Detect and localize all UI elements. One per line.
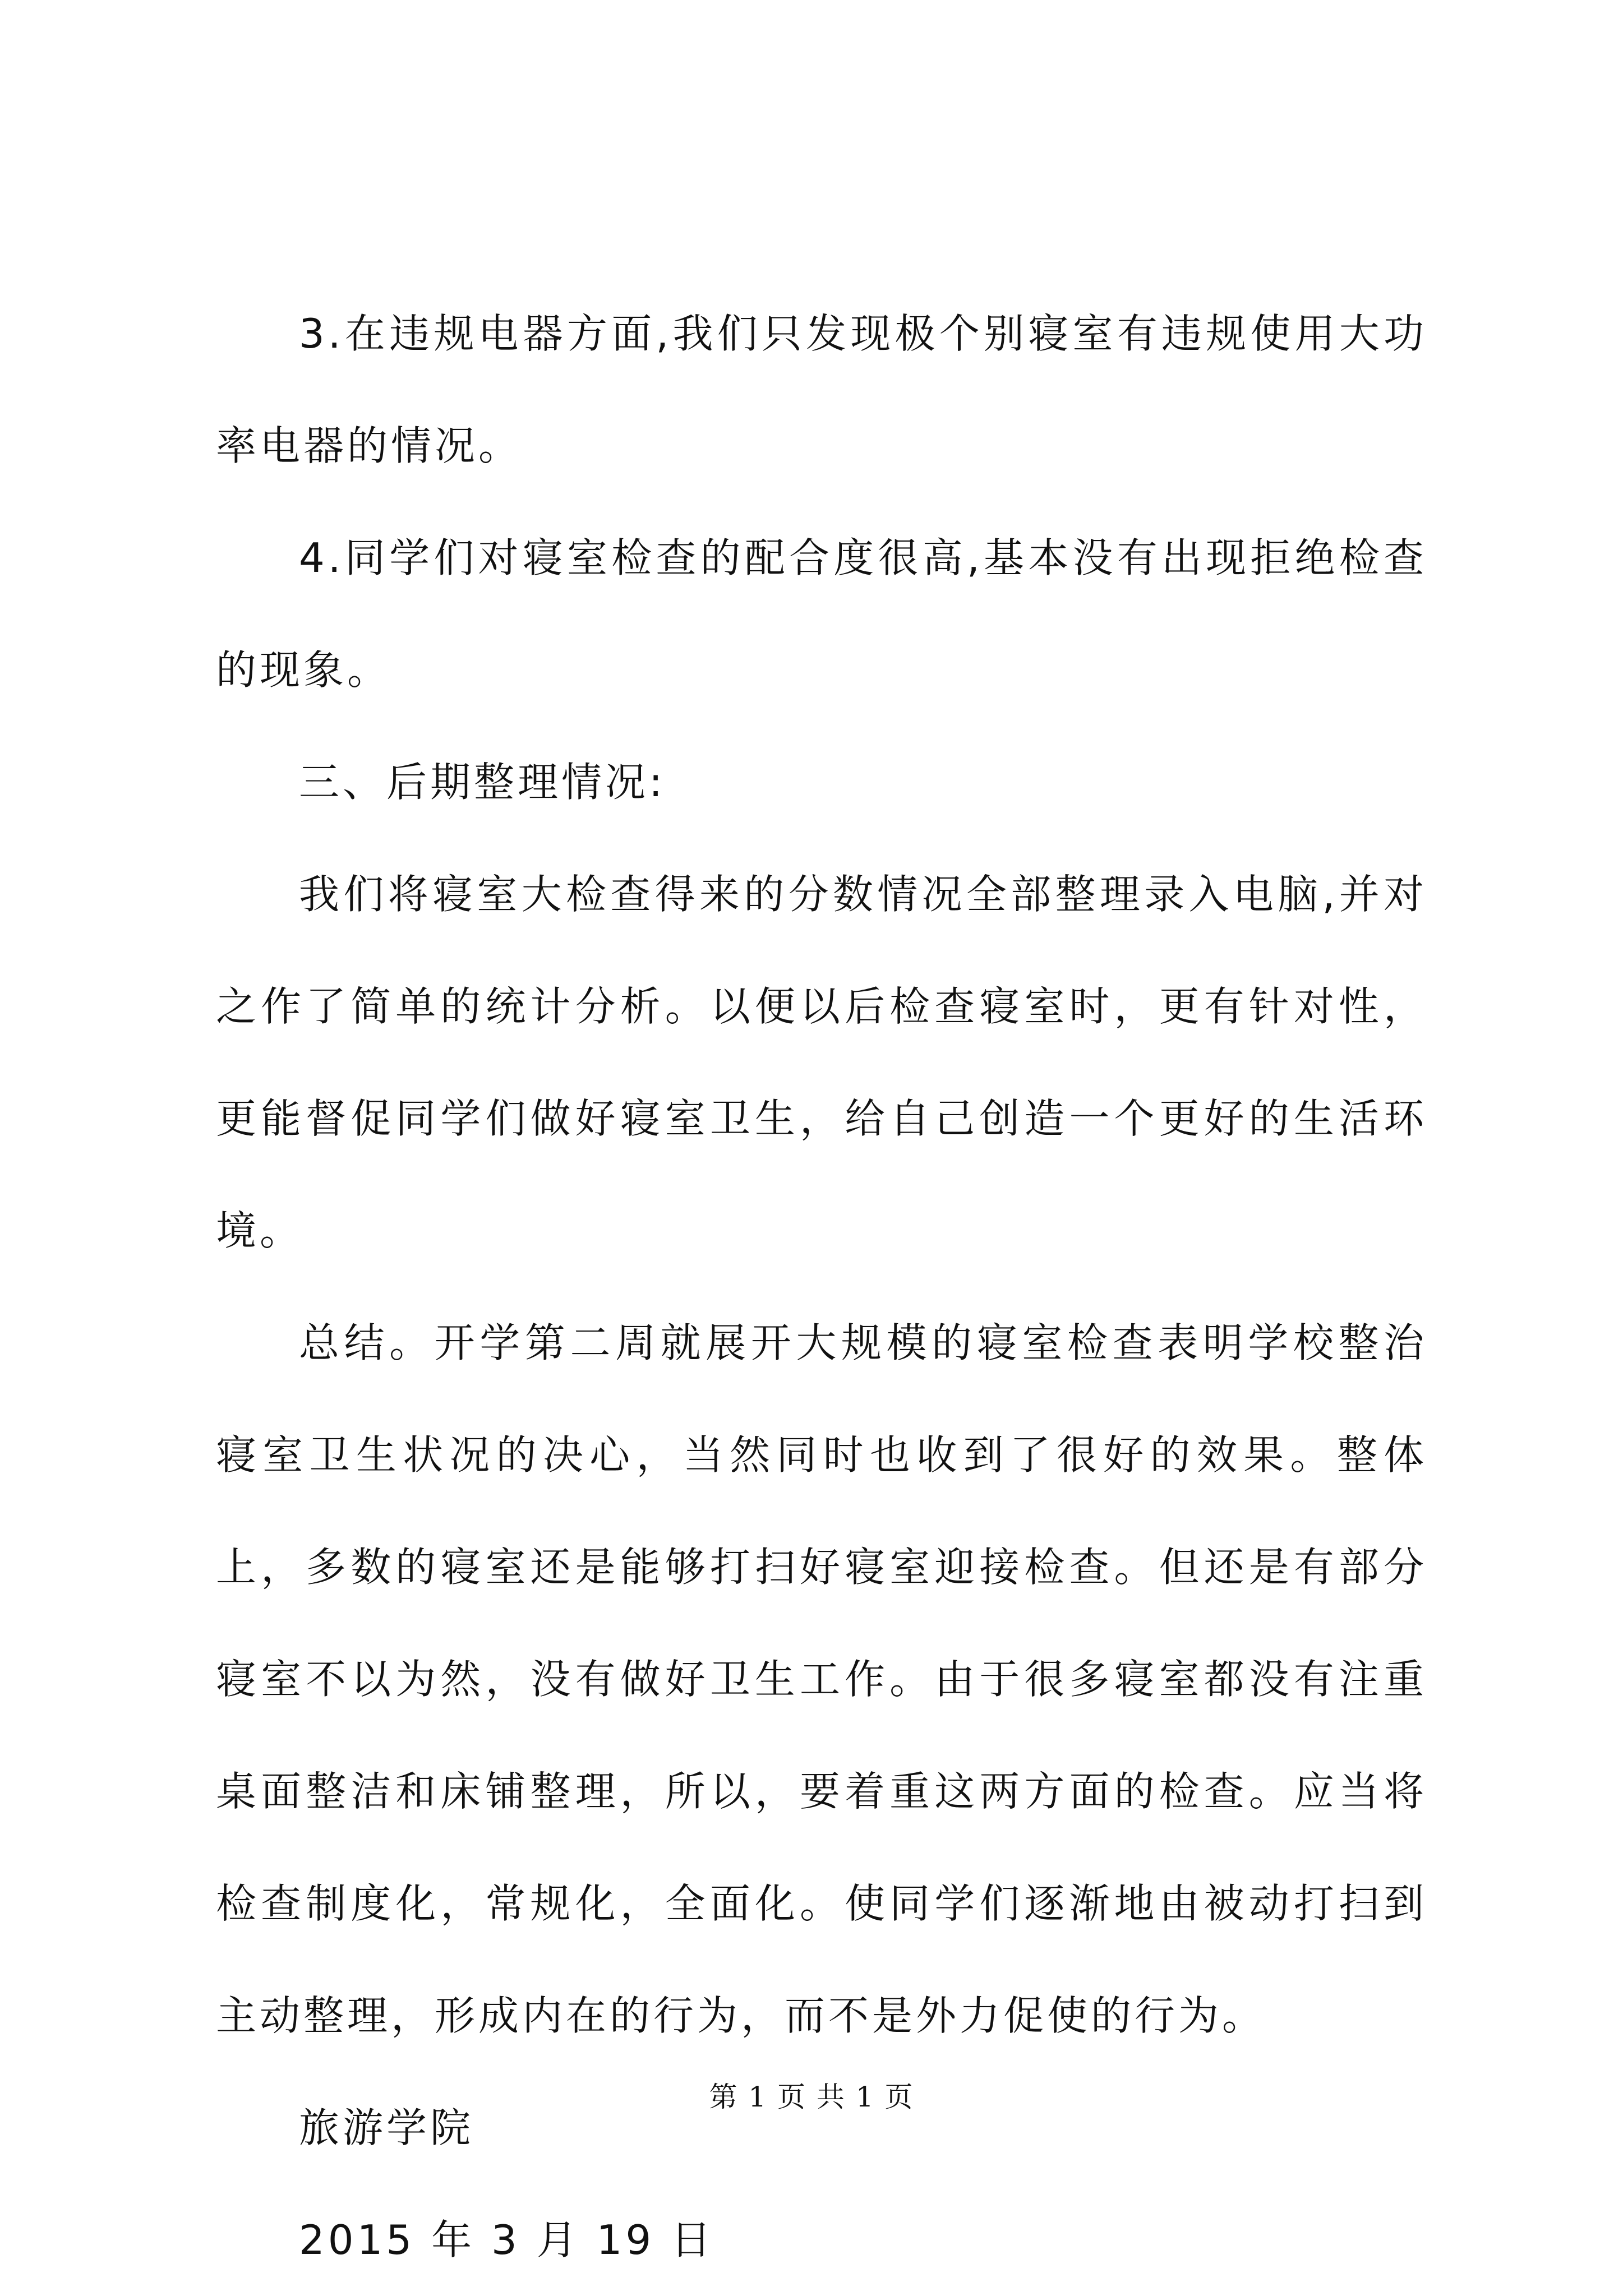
- document-body: [216, 278, 1427, 2296]
- page-number-footer: 第 1 页 共 1 页: [709, 2081, 914, 2113]
- signature-organization: 旅游学院: [299, 2104, 474, 2151]
- paragraph-electrical-appliances: 3.在违规电器方面,我们只发现极个别寝室有违规使用大功率电器的情况。: [216, 310, 1427, 469]
- signature-date: 2015 年 3 月 19 日: [299, 2216, 715, 2263]
- paragraph-cooperation: 4.同学们对寝室检查的配合度很高,基本没有出现拒绝检查的现象。: [216, 534, 1427, 694]
- paragraph-summary: 总结。开学第二周就展开大规模的寝室检查表明学校整治寝室卫生状况的决心，当然同时也收到了很好的效果。整体上，多数的寝室还是能够打扫好寝室迎接检查。但还是有部分寝室不以为然，没有做好卫生工作。由于很多寝室都没有注重桌面整洁和床铺整理，所以，要着重这两方面的检查。应当将检查制度化，常规化，全面化。使同学们逐渐地由被动打扫到主动整理，形成内在的行为，而不是外力促使的行为。: [216, 1319, 1427, 2039]
- paragraph-score-analysis: 我们将寝室大检查得来的分数情况全部整理录入电脑,并对之作了简单的统计分析。以便以后检查寝室时，更有针对性，更能督促同学们做好寝室卫生，给自己创造一个更好的生活环境。: [216, 871, 1427, 1254]
- section-heading-followup: 三、后期整理情况:: [299, 759, 666, 806]
